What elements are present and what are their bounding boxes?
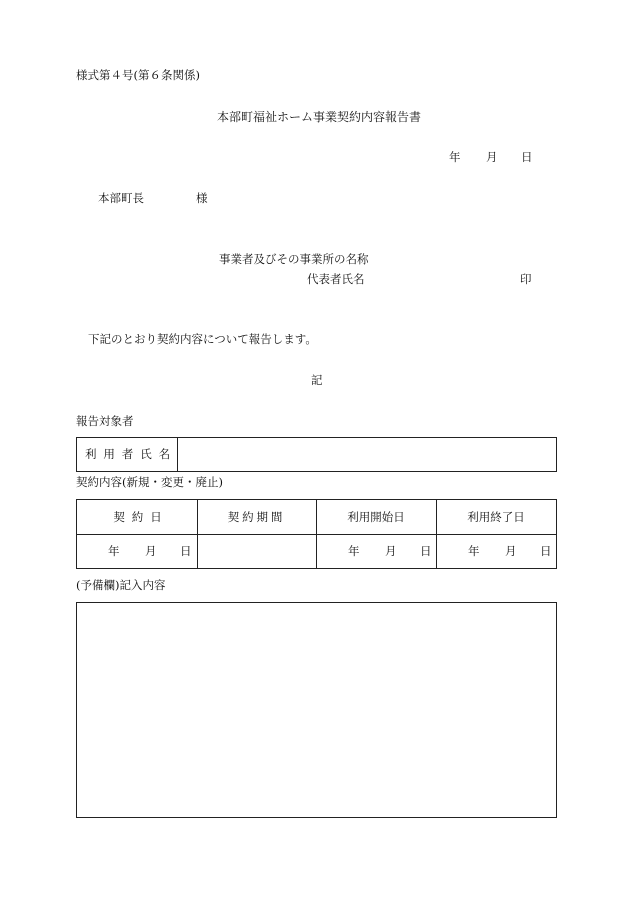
user-name-label: 利用者氏名 <box>85 447 177 461</box>
header-contract-date: 契約日 <box>113 510 169 524</box>
contract-table <box>76 499 557 569</box>
contract-table-col-divider <box>197 500 198 568</box>
date-month: 月 <box>486 150 498 164</box>
contract-table-col-divider <box>316 500 317 568</box>
header-end-date: 利用終了日 <box>467 510 525 524</box>
header-contract-period: 契約期間 <box>227 510 286 524</box>
start-date-month: 月 <box>385 544 397 558</box>
seal-mark: 印 <box>520 272 532 286</box>
addressee-name: 本部町長 <box>98 191 144 205</box>
date-day: 日 <box>521 150 533 164</box>
end-date-year: 年 <box>468 544 480 558</box>
start-date-day: 日 <box>420 544 432 558</box>
start-date-year: 年 <box>348 544 360 558</box>
date-year: 年 <box>449 150 461 164</box>
ki-mark: 記 <box>311 373 323 387</box>
representative-label: 代表者氏名 <box>307 272 365 286</box>
contract-date-day: 日 <box>180 544 192 558</box>
header-start-date: 利用開始日 <box>347 510 405 524</box>
user-name-table <box>76 437 557 472</box>
end-date-month: 月 <box>505 544 517 558</box>
contract-date-year: 年 <box>108 544 120 558</box>
contract-date-month: 月 <box>145 544 157 558</box>
contract-table-col-divider <box>436 500 437 568</box>
remarks-box[interactable] <box>76 602 557 818</box>
remarks-heading: (予備欄)記入内容 <box>76 578 166 592</box>
intro-text: 下記のとおり契約内容について報告します。 <box>88 332 317 346</box>
document-title: 本部町福祉ホーム事業契約内容報告書 <box>217 110 422 124</box>
business-name-label: 事業者及びその事業所の名称 <box>219 252 369 266</box>
end-date-day: 日 <box>540 544 552 558</box>
report-target-heading: 報告対象者 <box>76 414 134 428</box>
contract-heading: 契約内容(新規・変更・廃止) <box>76 475 223 489</box>
form-number: 様式第４号(第６条関係) <box>76 68 200 82</box>
addressee-honorific: 様 <box>196 191 208 205</box>
